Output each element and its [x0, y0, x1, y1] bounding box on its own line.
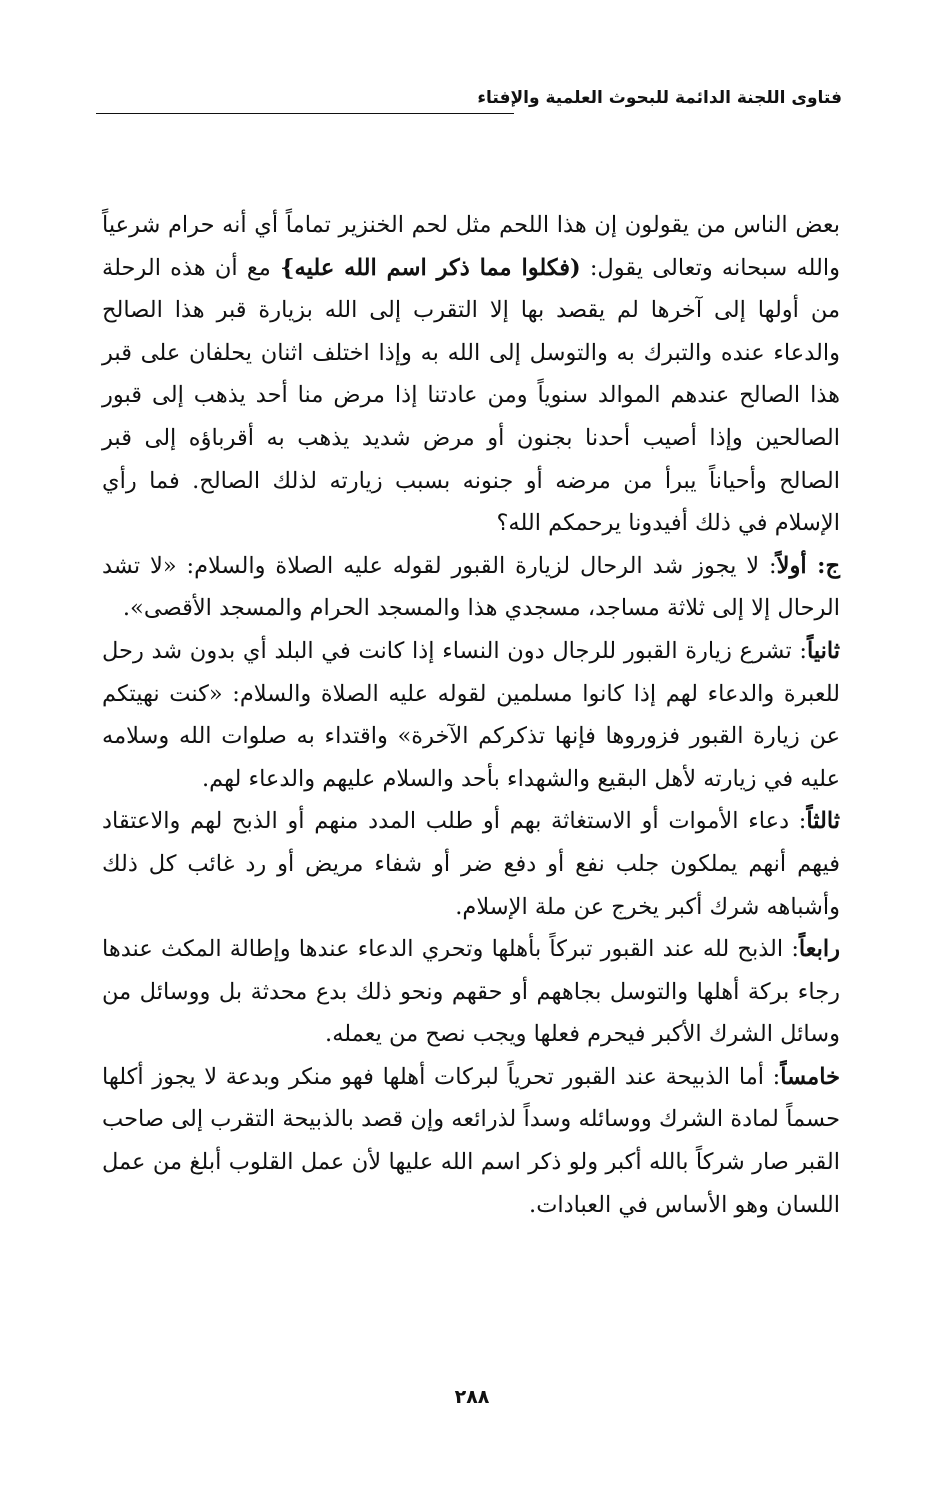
answer-point-3 — [102, 800, 840, 928]
answer-point-text: : لا يجوز شد الرحال لزيارة القبور لقوله عليه الصلاة والسلام: «لا تشد الرحال إلا إلى ثلاثة مساجد، مسجدي هذا والمسجد الحرام والمسجد الأقصى». — [102, 552, 840, 622]
question-text-before-verse: بعض الناس من يقولون إن هذا اللحم مثل لحم الخنزير تماماً أي أنه حرام شرعياً والله سبحانه وتعالى يقول: — [102, 212, 840, 281]
answer-prefix: ج: — [806, 552, 840, 579]
header-title: فتاوى اللجنة الدائمة للبحوث العلمية والإفتاء — [477, 88, 842, 108]
answer-point-2 — [102, 630, 840, 800]
answer-point-label: رابعاً — [798, 936, 840, 963]
answer-point-label: أولاً — [776, 552, 807, 579]
answer-point-5 — [102, 1056, 840, 1226]
fatwa-body — [102, 204, 840, 1226]
answer-point-1 — [102, 545, 840, 630]
answer-point-label: ثالثاً — [806, 808, 840, 835]
answer-point-label: خامساً — [780, 1063, 840, 1090]
answer-point-text: : الذبح لله عند القبور تبركاً بأهلها وتحري الدعاء عندها وإطالة المكث عندها رجاء بركة أهلها والتوسل بجاههم أو حقهم ونحو ذلك بدع محدثة بل ووسائل من وسائل الشرك الأكبر فيحرم فعلها ويجب نصح من يعمله. — [102, 936, 840, 1048]
question-text-after-verse: مع أن هذه الرحلة من أولها إلى آخرها لم يقصد بها إلا التقرب إلى الله بزيارة قبر هذا الصالح والدعاء عنده والتبرك به والتوسل إلى الله به وإذا اختلف اثنان يحلفان على قبر هذا الصالح عندهم الموالد سنوياً ومن عادتنا إذا مرض منا أحد يذهب إلى قبور الصالحين وإذا أصيب أحدنا بجنون أو مرض شديد يذهب به أقرباؤه إلى قبر الصالح وأحياناً يبرأ من مرضه أو جنونه بسبب زيارته لذلك الصالح. فما رأي الإسلام في ذلك أفيدونا يرحمكم الله؟ — [102, 254, 840, 537]
answer-point-4 — [102, 928, 840, 1056]
page-number: ٢٨٨ — [454, 1386, 490, 1408]
answer-point-label: ثانياً — [806, 637, 840, 664]
quran-verse: (فكلوا مما ذكر اسم الله عليه} — [280, 254, 581, 281]
answer-point-text: : أما الذبيحة عند القبور تحرياً لبركات أهلها فهو منكر وبدعة لا يجوز أكلها حسماً لمادة الشرك ووسائله وسداً لذرائعه وإن قصد بالذبيحة التقرب إلى صاحب القبر صار شركاً بالله أكبر ولو ذكر اسم الله عليها لأن عمل القلوب أبلغ من عمل اللسان وهو الأساس في العبادات. — [102, 1063, 840, 1218]
answer-point-text: : تشرع زيارة القبور للرجال دون النساء إذا كانت في البلد أي بدون شد رحل للعبرة والدعاء لهم إذا كانوا مسلمين لقوله عليه الصلاة والسلام: «كنت نهيتكم عن زيارة القبور فزوروها فإنها تذكركم الآخرة» واقتداء به صلوات الله وسلامه عليه في زيارته لأهل البقيع والشهداء بأحد والسلام عليهم والدعاء لهم. — [102, 637, 840, 792]
header-rule — [96, 113, 514, 114]
question-paragraph — [102, 204, 840, 545]
running-header — [96, 86, 842, 120]
answer-point-text: : دعاء الأموات أو الاستغاثة بهم أو طلب المدد منهم أو الذبح لهم والاعتقاد فيهم أنهم يملكون جلب نفع أو دفع ضر أو شفاء مريض أو رد غائب كل ذلك وأشباهه شرك أكبر يخرج عن ملة الإسلام. — [102, 808, 840, 920]
